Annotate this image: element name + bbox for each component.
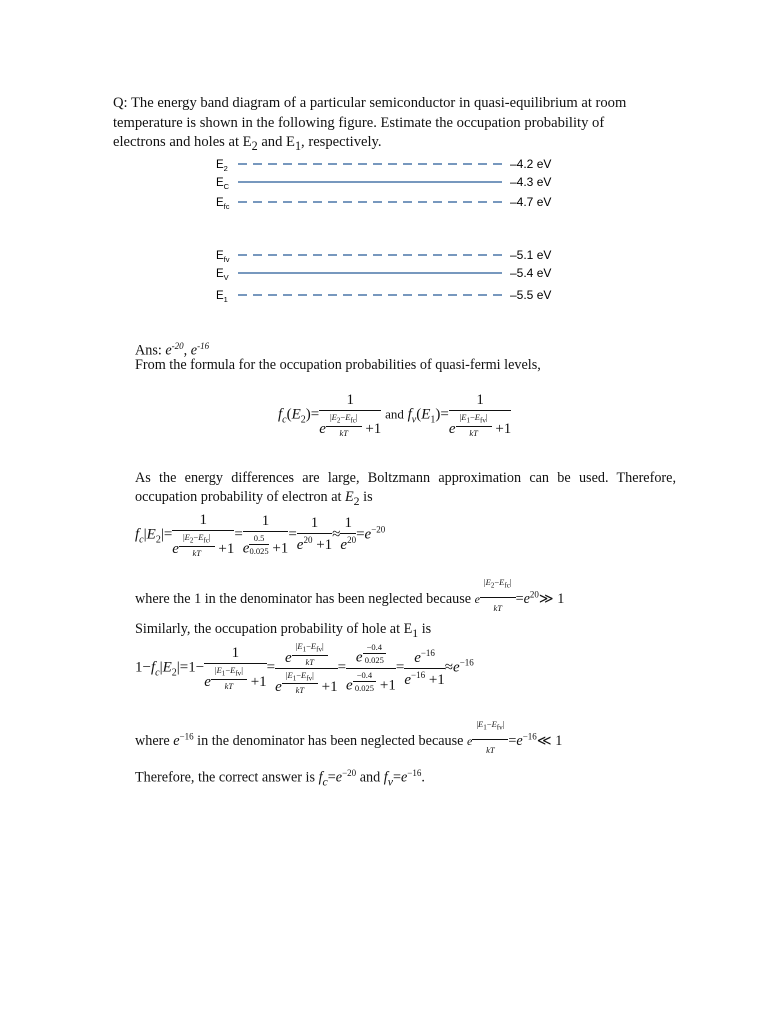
intro-text: From the formula for the occupation probabilities of quasi-fermi levels, <box>135 357 541 373</box>
level-label-5: $E_1$ <box>216 290 228 304</box>
level-label-1: $E_C$ <box>216 177 230 191</box>
level-value-1: –4.3 eV <box>510 175 552 189</box>
electron-occupation-equation: $f_c|E_2|=$ 1 e $^{\frac{|E_2-E_{fc}|}{kT}}$ +1 = 1 e $^{\frac{0.5}{0.025}}$ +1 = $\frac{1}{e^{20} +1}$ ≈ $\frac{1}{e^{20}}$ $=e^{-20}$ <box>135 512 386 558</box>
level-value-5: –5.5 eV <box>510 288 552 302</box>
similarly-text: Similarly, the occupation probability of hole at $E_1$ is <box>135 621 432 640</box>
question-text: Q: The energy band diagram of a particular semiconductor in quasi-equilibrium at room temperature is shown in the following figure. Estimate the occupation probability of electrons and holes at $E_2$ and $E_1$, respectively. <box>113 95 627 153</box>
level-label-4: $E_V$ <box>216 268 229 282</box>
level-label-0: $E_2$ <box>216 159 228 173</box>
level-label-3: $E_{fv}$ <box>216 250 230 264</box>
neglect-note-2: where $e^{-16}$ in the denominator has been neglected because e $^{\frac{|E_1-E_{fv}|}{kT}}$ $=e^{-16}≪$ 1 <box>135 715 562 760</box>
neglect-note-1: where the 1 in the denominator has been neglected because e $^{\frac{|E_2-E_{fc}|}{kT}}$ $=e^{20}≫$ 1 <box>135 573 564 618</box>
level-value-3: –5.1 eV <box>510 248 552 262</box>
conclusion-text: Therefore, the correct answer is $f_c=e^{-20}$ and $f_v=e^{-16}$. <box>135 768 425 789</box>
boltzmann-text-1: As the energy differences are large, Boltzmann approximation can be used. Therefore, <box>135 470 676 486</box>
level-value-4: –5.4 eV <box>510 266 552 280</box>
level-value-2: –4.7 eV <box>510 195 552 209</box>
hole-occupation-equation: $1-f_c|E_2|=1-$ 1 e $^{\frac{|E_1-E_{fv}|}{kT}}$ +1 = e $^{\frac{|E_1-E_{fv}|}{kT}}$ e $^{\frac{|E_1-E_{fv}|}{kT}}$ +1 = e $^{\frac{-0.4}{0.025}}$ e $^{\frac{-0.4}{0.025}}$ +1 = $\frac{e^{-16}}{e^{-16} +1}$ $\approx e^{-16}$ <box>135 641 474 696</box>
fermi-formula: $f_c(E_2)=$ 1 e $^{\frac{|E_2-E_{fc}|}{kT}}$ +1 and $f_v(E_1)=$ 1 e $^{\frac{|E_1-E_{fv}|}{kT}}$ +1 <box>278 392 512 438</box>
band-diagram <box>210 150 570 310</box>
level-label-2: $E_{fc}$ <box>216 197 230 211</box>
boltzmann-text-2: occupation probability of electron at $E_2$ is <box>135 489 373 508</box>
level-value-0: –4.2 eV <box>510 157 552 171</box>
answer-line: Ans: $e^{-20}$, $e^{-16}$ <box>135 341 210 359</box>
